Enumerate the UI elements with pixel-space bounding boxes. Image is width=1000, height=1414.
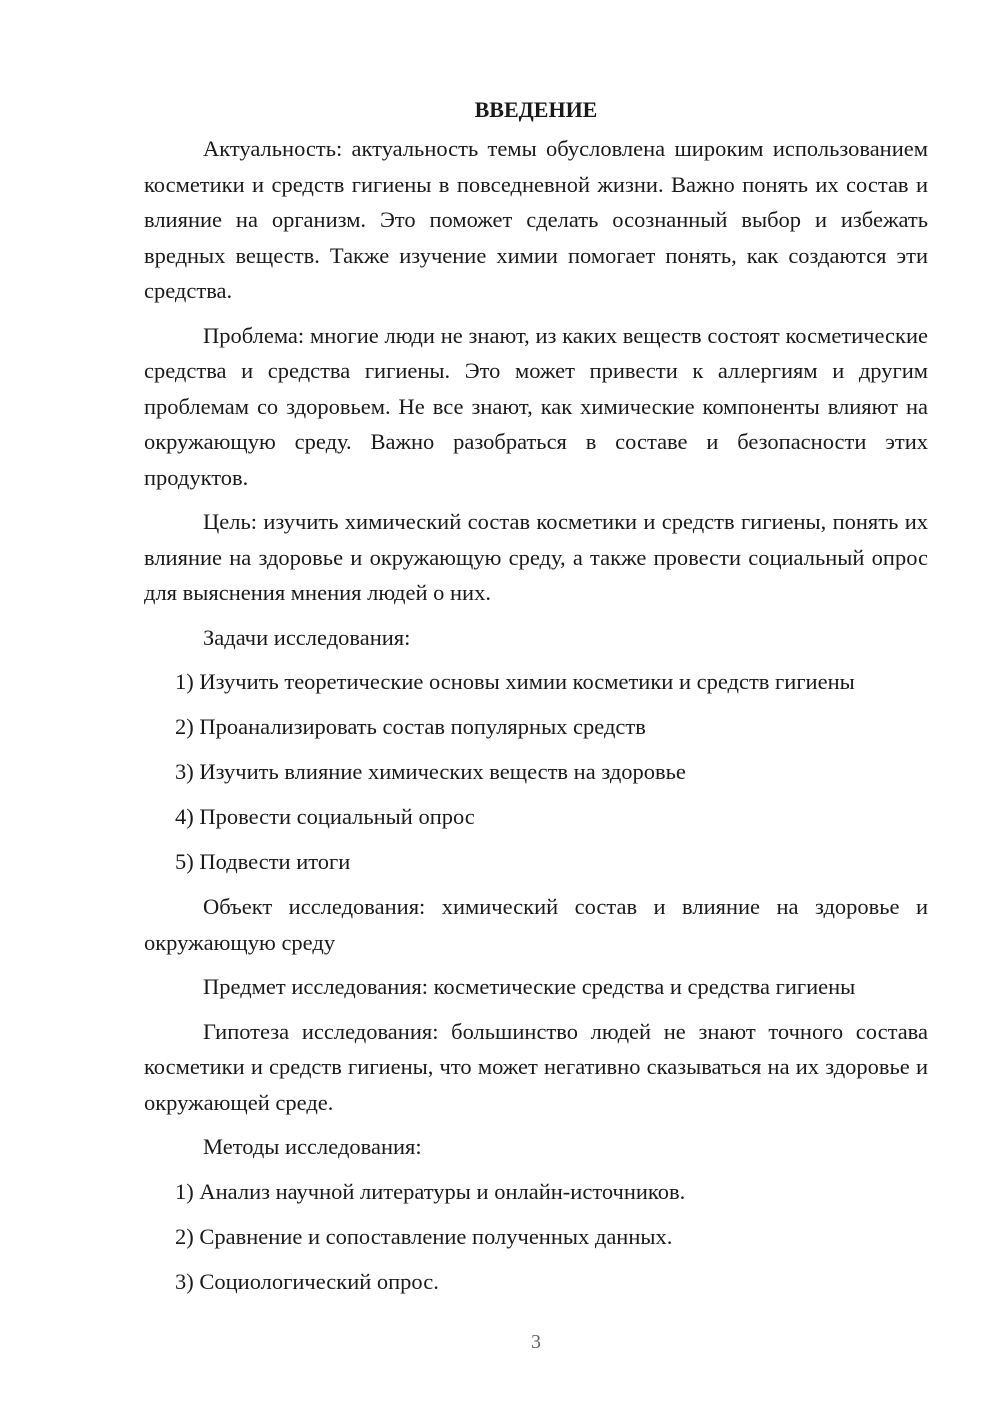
- problem-paragraph: Проблема: многие люди не знают, из каких веществ состоят косметические средства и средства гигиены. Это может привести к аллергиям и другим проблемам со здоровьем. Не все знают, как химические компоненты влияют на окружающую среду. Важно разобраться в составе и безопасности этих продуктов.: [144, 322, 928, 490]
- hypothesis-paragraph: Гипотеза исследования: большинство людей не знают точного состава косметики и средств гигиены, что может негативно сказываться на их здоровье и окружающей среде.: [144, 1018, 928, 1115]
- methods-title: Методы исследования:: [203, 1134, 422, 1159]
- document-page: [144, 92, 928, 1309]
- list-item: 3) Социологический опрос.: [175, 1268, 439, 1294]
- list-item: 5) Подвести итоги: [175, 849, 351, 874]
- section-heading: ВВЕДЕНИЕ: [474, 97, 598, 122]
- object-paragraph: Объект исследования: химический состав и влияние на здоровье и окружающую среду: [144, 894, 928, 955]
- page-number: 3: [531, 1331, 541, 1353]
- list-item: 1) Анализ научной литературы и онлайн-источников.: [175, 1178, 686, 1204]
- list-item: 3) Изучить влияние химических веществ на здоровье: [175, 759, 686, 784]
- tasks-title: Задачи исследования:: [203, 624, 411, 650]
- list-item: 4) Провести социальный опрос: [175, 804, 475, 829]
- list-item: 1) Изучить теоретические основы химии косметики и средств гигиены: [175, 669, 855, 694]
- list-item: 2) Проанализировать состав популярных средств: [175, 714, 646, 739]
- methods-list: [144, 1174, 928, 1300]
- tasks-list: [144, 664, 928, 880]
- goal-paragraph: Цель: изучить химический состав косметики и средств гигиены, понять их влияние на здоровье и окружающую среду, а также провести социальный опрос для выяснения мнения людей о них.: [144, 509, 928, 605]
- list-item: 2) Сравнение и сопоставление полученных данных.: [175, 1223, 673, 1249]
- subject-paragraph: Предмет исследования: косметические средства и средства гигиены: [203, 974, 856, 999]
- relevance-paragraph: Актуальность: актуальность темы обусловлена широким использованием косметики и средств гигиены в повседневной жизни. Важно понять их состав и влияние на организм. Это поможет сделать осознанный выбор и избежать вредных веществ. Также изучение химии помогает понять, как создаются эти средства.: [144, 136, 928, 303]
